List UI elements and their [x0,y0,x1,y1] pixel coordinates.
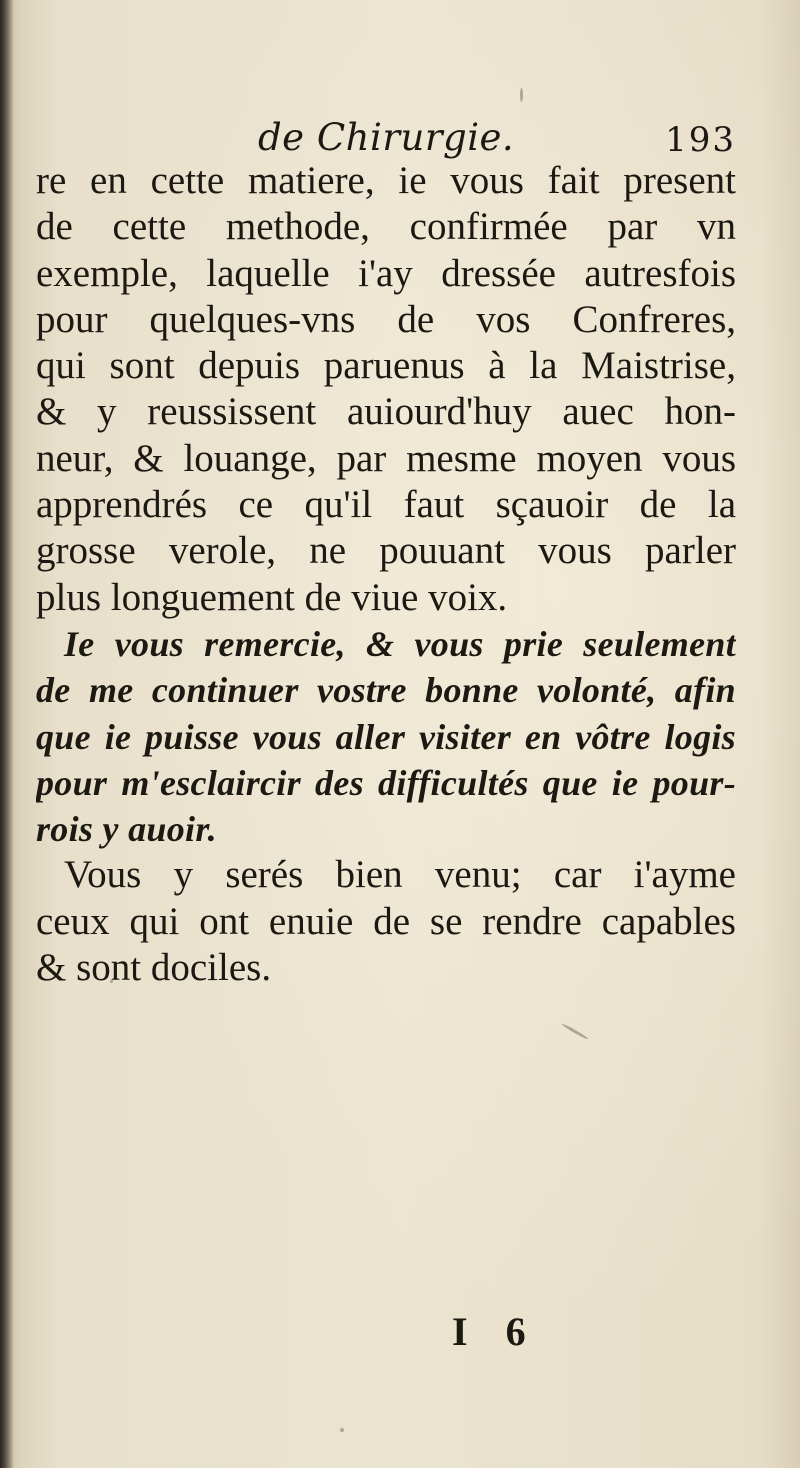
signature-mark: I 6 [452,1309,540,1354]
page-binding-shadow [0,0,14,1468]
running-head-title: de Chirurgie. [258,116,515,159]
body-line: de cette methode, confirmée par vn [36,205,736,249]
closing-line: ceux qui ont enuie de se rendre capables [36,899,736,943]
running-head [36,108,736,158]
closing-line: Vous y serés bien venu; car i'ayme [64,853,736,897]
italic-line: de me continuer vostre bonne volonté, afin [36,670,736,711]
body-line: exemple, laquelle i'ay dressée autresfois [36,251,736,295]
italic-line: pour m'esclaircir des difficultés que ie pour- [36,762,736,803]
body-line: apprendrés ce qu'il faut sçauoir de la [36,483,736,527]
paper-speck [520,88,523,102]
italic-line: que ie puisse vous aller visiter en vôtre logis [36,716,736,757]
text-block [36,158,736,991]
body-line: & y reussissent auiourd'huy auec hon- [36,390,736,434]
paper-speck [110,980,113,983]
body-line: grosse verole, ne pouuant vous parler [36,529,736,573]
paper-speck [561,1023,588,1041]
body-line: qui sont depuis paruenus à la Maistrise, [36,344,736,388]
body-line: neur, & louange, par mesme moyen vous [36,436,736,480]
body-line: re en cette matiere, ie vous fait present [36,159,736,202]
italic-line: rois y auoir. [36,809,217,850]
body-line: pour quelques-vns de vos Confreres, [36,297,736,341]
italic-line: Ie vous remercie, & vous prie seulement [64,623,736,664]
paper-speck [340,1428,344,1432]
closing-line: & sont dociles. [36,946,272,990]
body-line: plus longuement de viue voix. [36,575,508,619]
page-number: 193 [665,120,736,160]
